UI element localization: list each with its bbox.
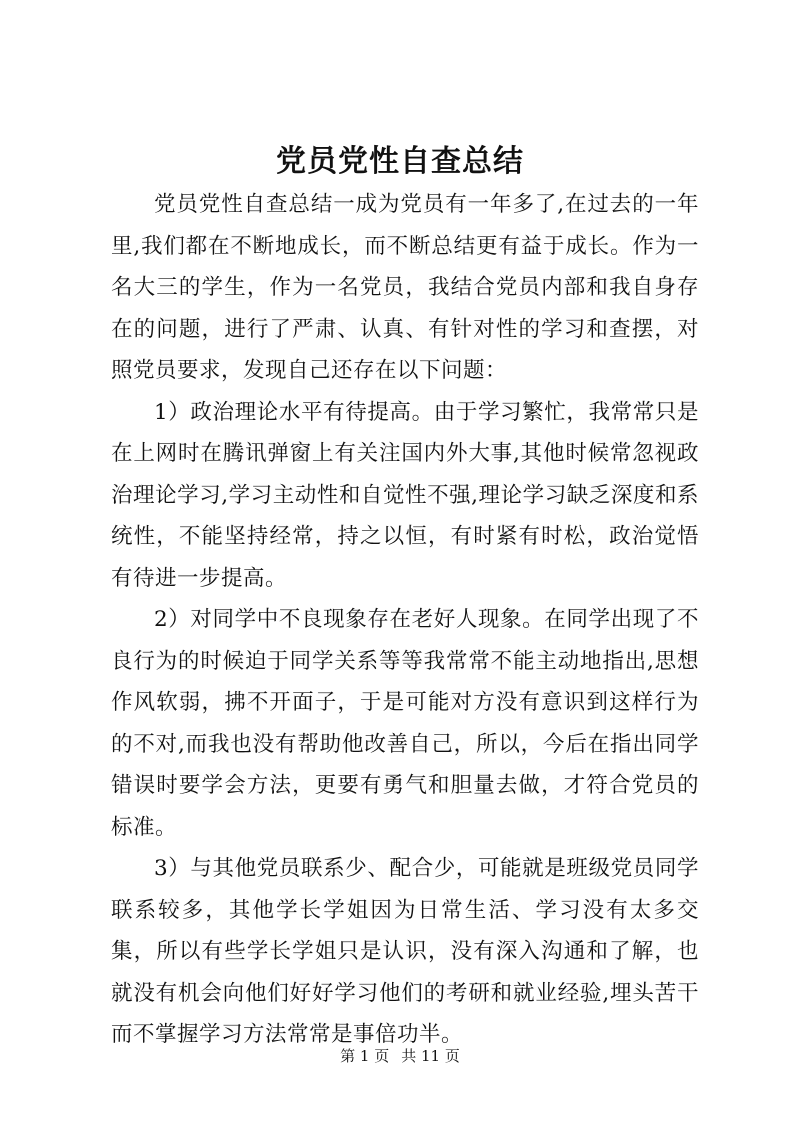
page-number: 第 1 页 — [340, 1047, 390, 1065]
paragraph-point-1: 1）政治理论水平有待提高。由于学习繁忙，我常常只是在上网时在腾讯弹窗上有关注国内外大事,其他时候常忽视政治理论学习,学习主动性和自觉性不强,理论学习缺乏深度和系统性，不能坚持经常，持之以恒，有时紧有时松，政治觉悟有待进一步提高。 — [111, 399, 699, 591]
document-body — [111, 184, 699, 1056]
paragraph-intro: 党员党性自查总结一成为党员有一年多了,在过去的一年里,我们都在不断地成长，而不断总结更有益于成长。作为一名大三的学生，作为一名党员，我结合党员内部和我自身存在的问题，进行了严肃、认真、有针对性的学习和查摆，对照党员要求，发现自己还存在以下问题： — [111, 192, 699, 383]
paragraph-point-2: 2）对同学中不良现象存在老好人现象。在同学出现了不良行为的时候迫于同学关系等等我常常不能主动地指出,思想作风软弱，拂不开面子，于是可能对方没有意识到这样行为的不对,而我也没有帮助他改善自己，所以，今后在指出同学错误时要学会方法，更要有勇气和胆量去做，才符合党员的标准。 — [111, 607, 699, 840]
document-title: 党员党性自查总结 — [276, 144, 524, 179]
page-footer — [0, 1044, 800, 1068]
page-total: 共 11 页 — [401, 1047, 460, 1065]
paragraph-point-3: 3）与其他党员联系少、配合少，可能就是班级党员同学联系较多，其他学长学姐因为日常生活、学习没有太多交集，所以有些学长学姐只是认识，没有深入沟通和了解，也就没有机会向他们好好学习他们的考研和就业经验,埋头苦干而不掌握学习方法常常是事倍功半。 — [111, 856, 699, 1047]
